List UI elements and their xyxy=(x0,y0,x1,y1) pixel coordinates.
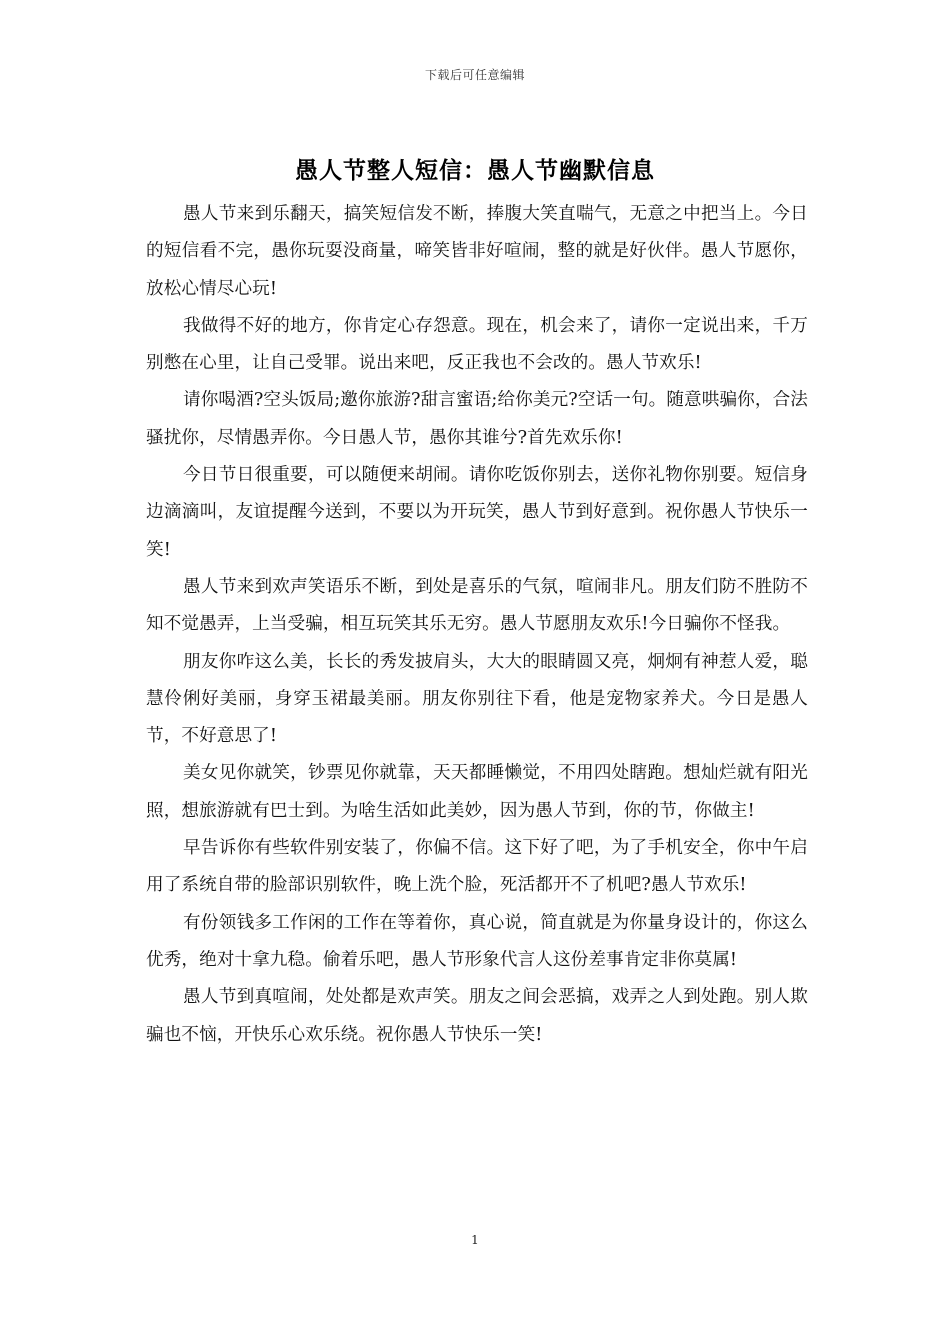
paragraph: 愚人节到真喧闹，处处都是欢声笑。朋友之间会恶搞，戏弄之人到处跑。别人欺骗也不恼，开快乐心欢乐绕。祝你愚人节快乐一笑! xyxy=(146,987,808,1045)
paragraph: 早告诉你有些软件别安装了，你偏不信。这下好了吧，为了手机安全，你中午启用了系统自带的脸部识别软件，晚上洗个脸，死活都开不了机吧?愚人节欢乐! xyxy=(146,838,808,896)
paragraph: 美女见你就笑，钞票见你就靠，天天都睡懒觉，不用四处瞎跑。想灿烂就有阳光照，想旅游就有巴士到。为啥生活如此美妙，因为愚人节到，你的节，你做主! xyxy=(146,763,808,821)
paragraph: 朋友你咋这么美，长长的秀发披肩头，大大的眼睛圆又亮，炯炯有神惹人爱，聪慧伶俐好美丽，身穿玉裙最美丽。朋友你别往下看，他是宠物家养犬。今日是愚人节，不好意思了! xyxy=(146,651,808,747)
document-title: 愚人节整人短信：愚人节幽默信息 xyxy=(295,157,655,184)
page-number: 1 xyxy=(471,1233,479,1247)
document-body xyxy=(146,196,808,1054)
paragraph: 愚人节来到欢声笑语乐不断，到处是喜乐的气氛，喧闹非凡。朋友们防不胜防不知不觉愚弄，上当受骗，相互玩笑其乐无穷。愚人节愿朋友欢乐!今日骗你不怪我。 xyxy=(146,576,808,635)
paragraph: 有份领钱多工作闲的工作在等着你，真心说，简直就是为你量身设计的，你这么优秀，绝对十拿九稳。偷着乐吧，愚人节形象代言人这份差事肯定非你莫属! xyxy=(146,912,808,970)
paragraph: 我做得不好的地方，你肯定心存怨意。现在，机会来了，请你一定说出来，千万别憋在心里，让自己受罪。说出来吧，反正我也不会改的。愚人节欢乐! xyxy=(146,315,808,374)
paragraph: 今日节日很重要，可以随便来胡闹。请你吃饭你别去，送你礼物你别要。短信身边滴滴叫，友谊提醒今送到，不要以为开玩笑，愚人节到好意到。祝你愚人节快乐一笑! xyxy=(146,465,808,560)
header-note: 下载后可任意编辑 xyxy=(424,68,525,82)
paragraph: 请你喝酒?空头饭局;邀你旅游?甜言蜜语;给你美元?空话一句。随意哄骗你，合法骚扰你，尽情愚弄你。今日愚人节，愚你其谁兮?首先欢乐你! xyxy=(146,390,808,448)
paragraph: 愚人节来到乐翻天，搞笑短信发不断，捧腹大笑直喘气，无意之中把当上。今日的短信看不完，愚你玩耍没商量，啼笑皆非好喧闹，整的就是好伙伴。愚人节愿你，放松心情尽心玩! xyxy=(146,204,808,299)
